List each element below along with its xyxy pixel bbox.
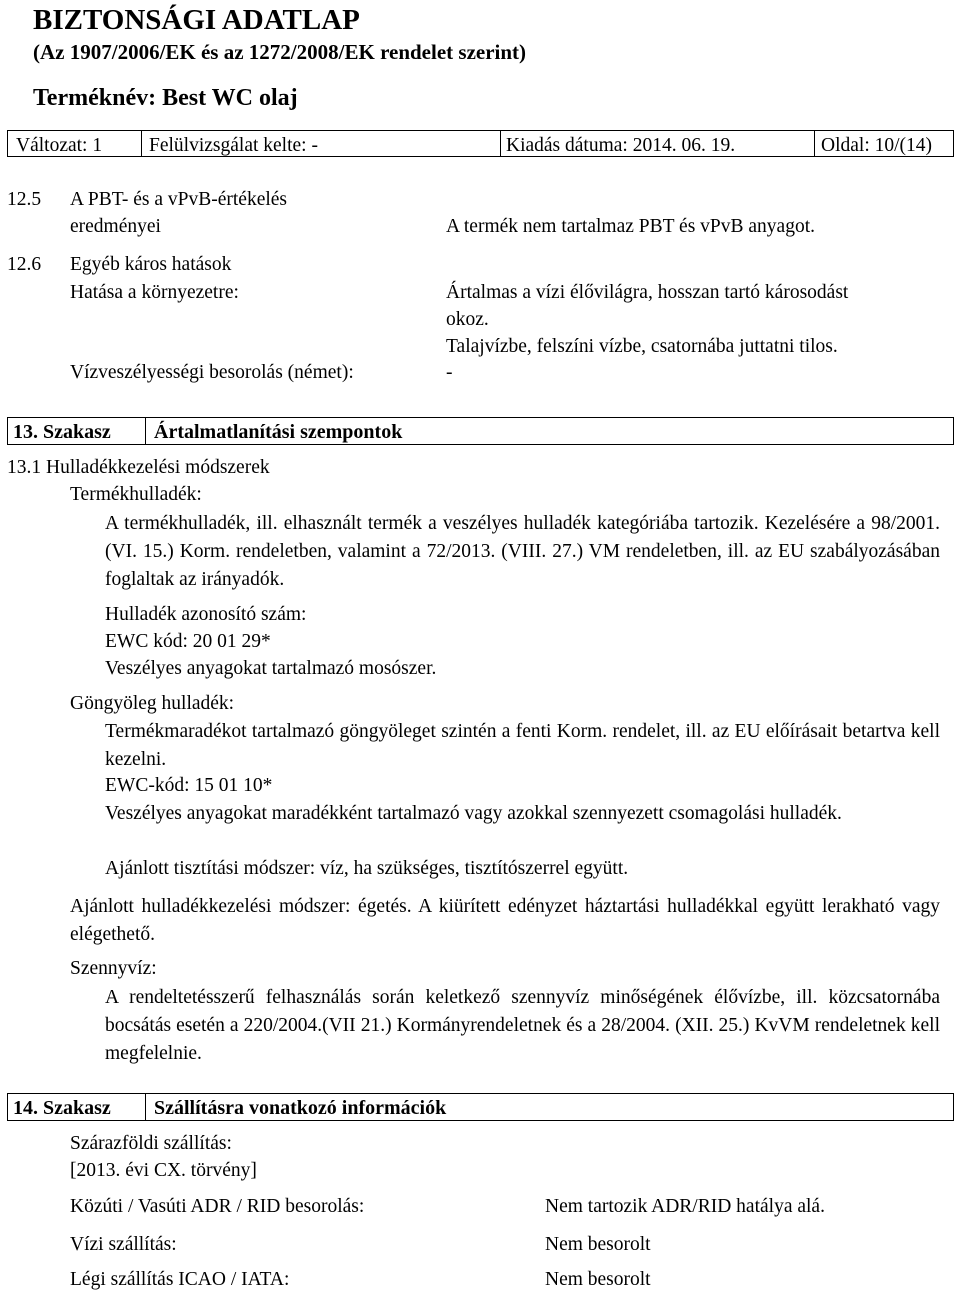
item-12-5-value: A termék nem tartalmaz PBT és vPvB anyagot.	[446, 216, 815, 237]
section-title: Szállításra vonatkozó információk	[154, 1097, 447, 1119]
divider	[500, 131, 501, 156]
wastewater-text: A rendeltetésszerű felhasználás során keletkező szennyvíz minőségének élővízbe, ill. közcsatornába bocsátás esetén a 220/2004.(VII 21.) Kormányrendeletnek és a 28/2004. (XII. 25.) KvVM rendeletnek kell megfelelnie.	[105, 987, 940, 1064]
land-transport-law: [2013. évi CX. törvény]	[70, 1160, 257, 1181]
item-12-6-number: 12.6	[7, 254, 42, 275]
env-effect-label: Hatása a környezetre:	[70, 282, 239, 303]
air-transport-label: Légi szállítás ICAO / IATA:	[70, 1269, 290, 1290]
water-hazard-value: -	[446, 362, 453, 383]
product-name: Terméknév: Best WC olaj	[33, 85, 298, 111]
waste-id-label: Hulladék azonosító szám:	[105, 604, 307, 625]
divider	[814, 131, 815, 156]
section-title: Ártalmatlanítási szempontok	[154, 421, 403, 443]
divider	[145, 1094, 146, 1120]
version: Változat: 1	[16, 135, 103, 156]
ewc-description: Veszélyes anyagokat tartalmazó mosószer.	[105, 658, 437, 679]
subsection-13-1: 13.1 Hulladékkezelési módszerek	[7, 457, 270, 478]
product-waste-text: A termékhulladék, ill. elhasznált termék a veszélyes hulladék kategóriába tartozik. Kezelésére a 98/2001. (VI. 15.) Korm. rendeletben, valamint a 72/2013. (VIII. 27.) VM rendeletben, ill. az EU szabályozásában foglaltak az irányadók.	[105, 513, 940, 590]
revision-date: Felülvizsgálat kelte: -	[149, 135, 318, 156]
divider	[141, 131, 142, 156]
item-12-5-label-cont: eredményei	[70, 216, 161, 237]
item-12-5-label: A PBT- és a vPvB-értékelés	[70, 189, 288, 210]
air-transport-value: Nem besorolt	[545, 1269, 651, 1290]
packaging-ewc-description: Veszélyes anyagokat maradékként tartalmazó vagy azokkal szennyezett csomagolási hulladék.	[105, 803, 842, 824]
section-13-header	[7, 417, 954, 445]
regulation-subtitle: (Az 1907/2006/EK és az 1272/2008/EK rendelet szerint)	[33, 40, 527, 64]
env-effect-value: Ártalmas a vízi élővilágra, hosszan tartó károsodást	[446, 282, 849, 303]
recommended-disposal: Ajánlott hulladékkezelési módszer: égetés. A kiürített edényzet háztartási hulladékkal együtt lerakható vagy elégethető.	[70, 896, 940, 945]
packaging-waste-label: Göngyöleg hulladék:	[70, 693, 235, 714]
road-rail-value: Nem tartozik ADR/RID hatálya alá.	[545, 1196, 825, 1217]
land-transport-label: Szárazföldi szállítás:	[70, 1133, 232, 1154]
cleaning-method: Ajánlott tisztítási módszer: víz, ha szükséges, tisztítószerrel együtt.	[105, 858, 629, 879]
item-12-5-number: 12.5	[7, 189, 42, 210]
packaging-waste-text: Termékmaradékot tartalmazó göngyöleget szintén a fenti Korm. rendelet, ill. az EU előírásait betartva kell kezelni.	[105, 721, 940, 770]
road-rail-label: Közúti / Vasúti ADR / RID besorolás:	[70, 1196, 365, 1217]
page-number: Oldal: 10/(14)	[821, 135, 933, 156]
document-title: BIZTONSÁGI ADATLAP	[33, 4, 360, 36]
section-14-header	[7, 1093, 954, 1121]
env-effect-value-cont: Talajvízbe, felszíni vízbe, csatornába juttatni tilos.	[446, 336, 838, 357]
product-waste-label: Termékhulladék:	[70, 484, 202, 505]
section-number: 13. Szakasz	[13, 421, 111, 443]
issue-date: Kiadás dátuma: 2014. 06. 19.	[506, 135, 736, 156]
env-effect-value-cont: okoz.	[446, 309, 489, 330]
section-number: 14. Szakasz	[13, 1097, 111, 1119]
wastewater-label: Szennyvíz:	[70, 958, 157, 979]
water-transport-label: Vízi szállítás:	[70, 1234, 177, 1255]
ewc-code: EWC kód: 20 01 29*	[105, 631, 271, 652]
water-hazard-label: Vízveszélyességi besorolás (német):	[70, 362, 354, 383]
water-transport-value: Nem besorolt	[545, 1234, 651, 1255]
divider	[145, 418, 146, 444]
item-12-6-label: Egyéb káros hatások	[70, 254, 232, 275]
document-info-bar	[7, 130, 954, 157]
packaging-ewc-code: EWC-kód: 15 01 10*	[105, 775, 273, 796]
